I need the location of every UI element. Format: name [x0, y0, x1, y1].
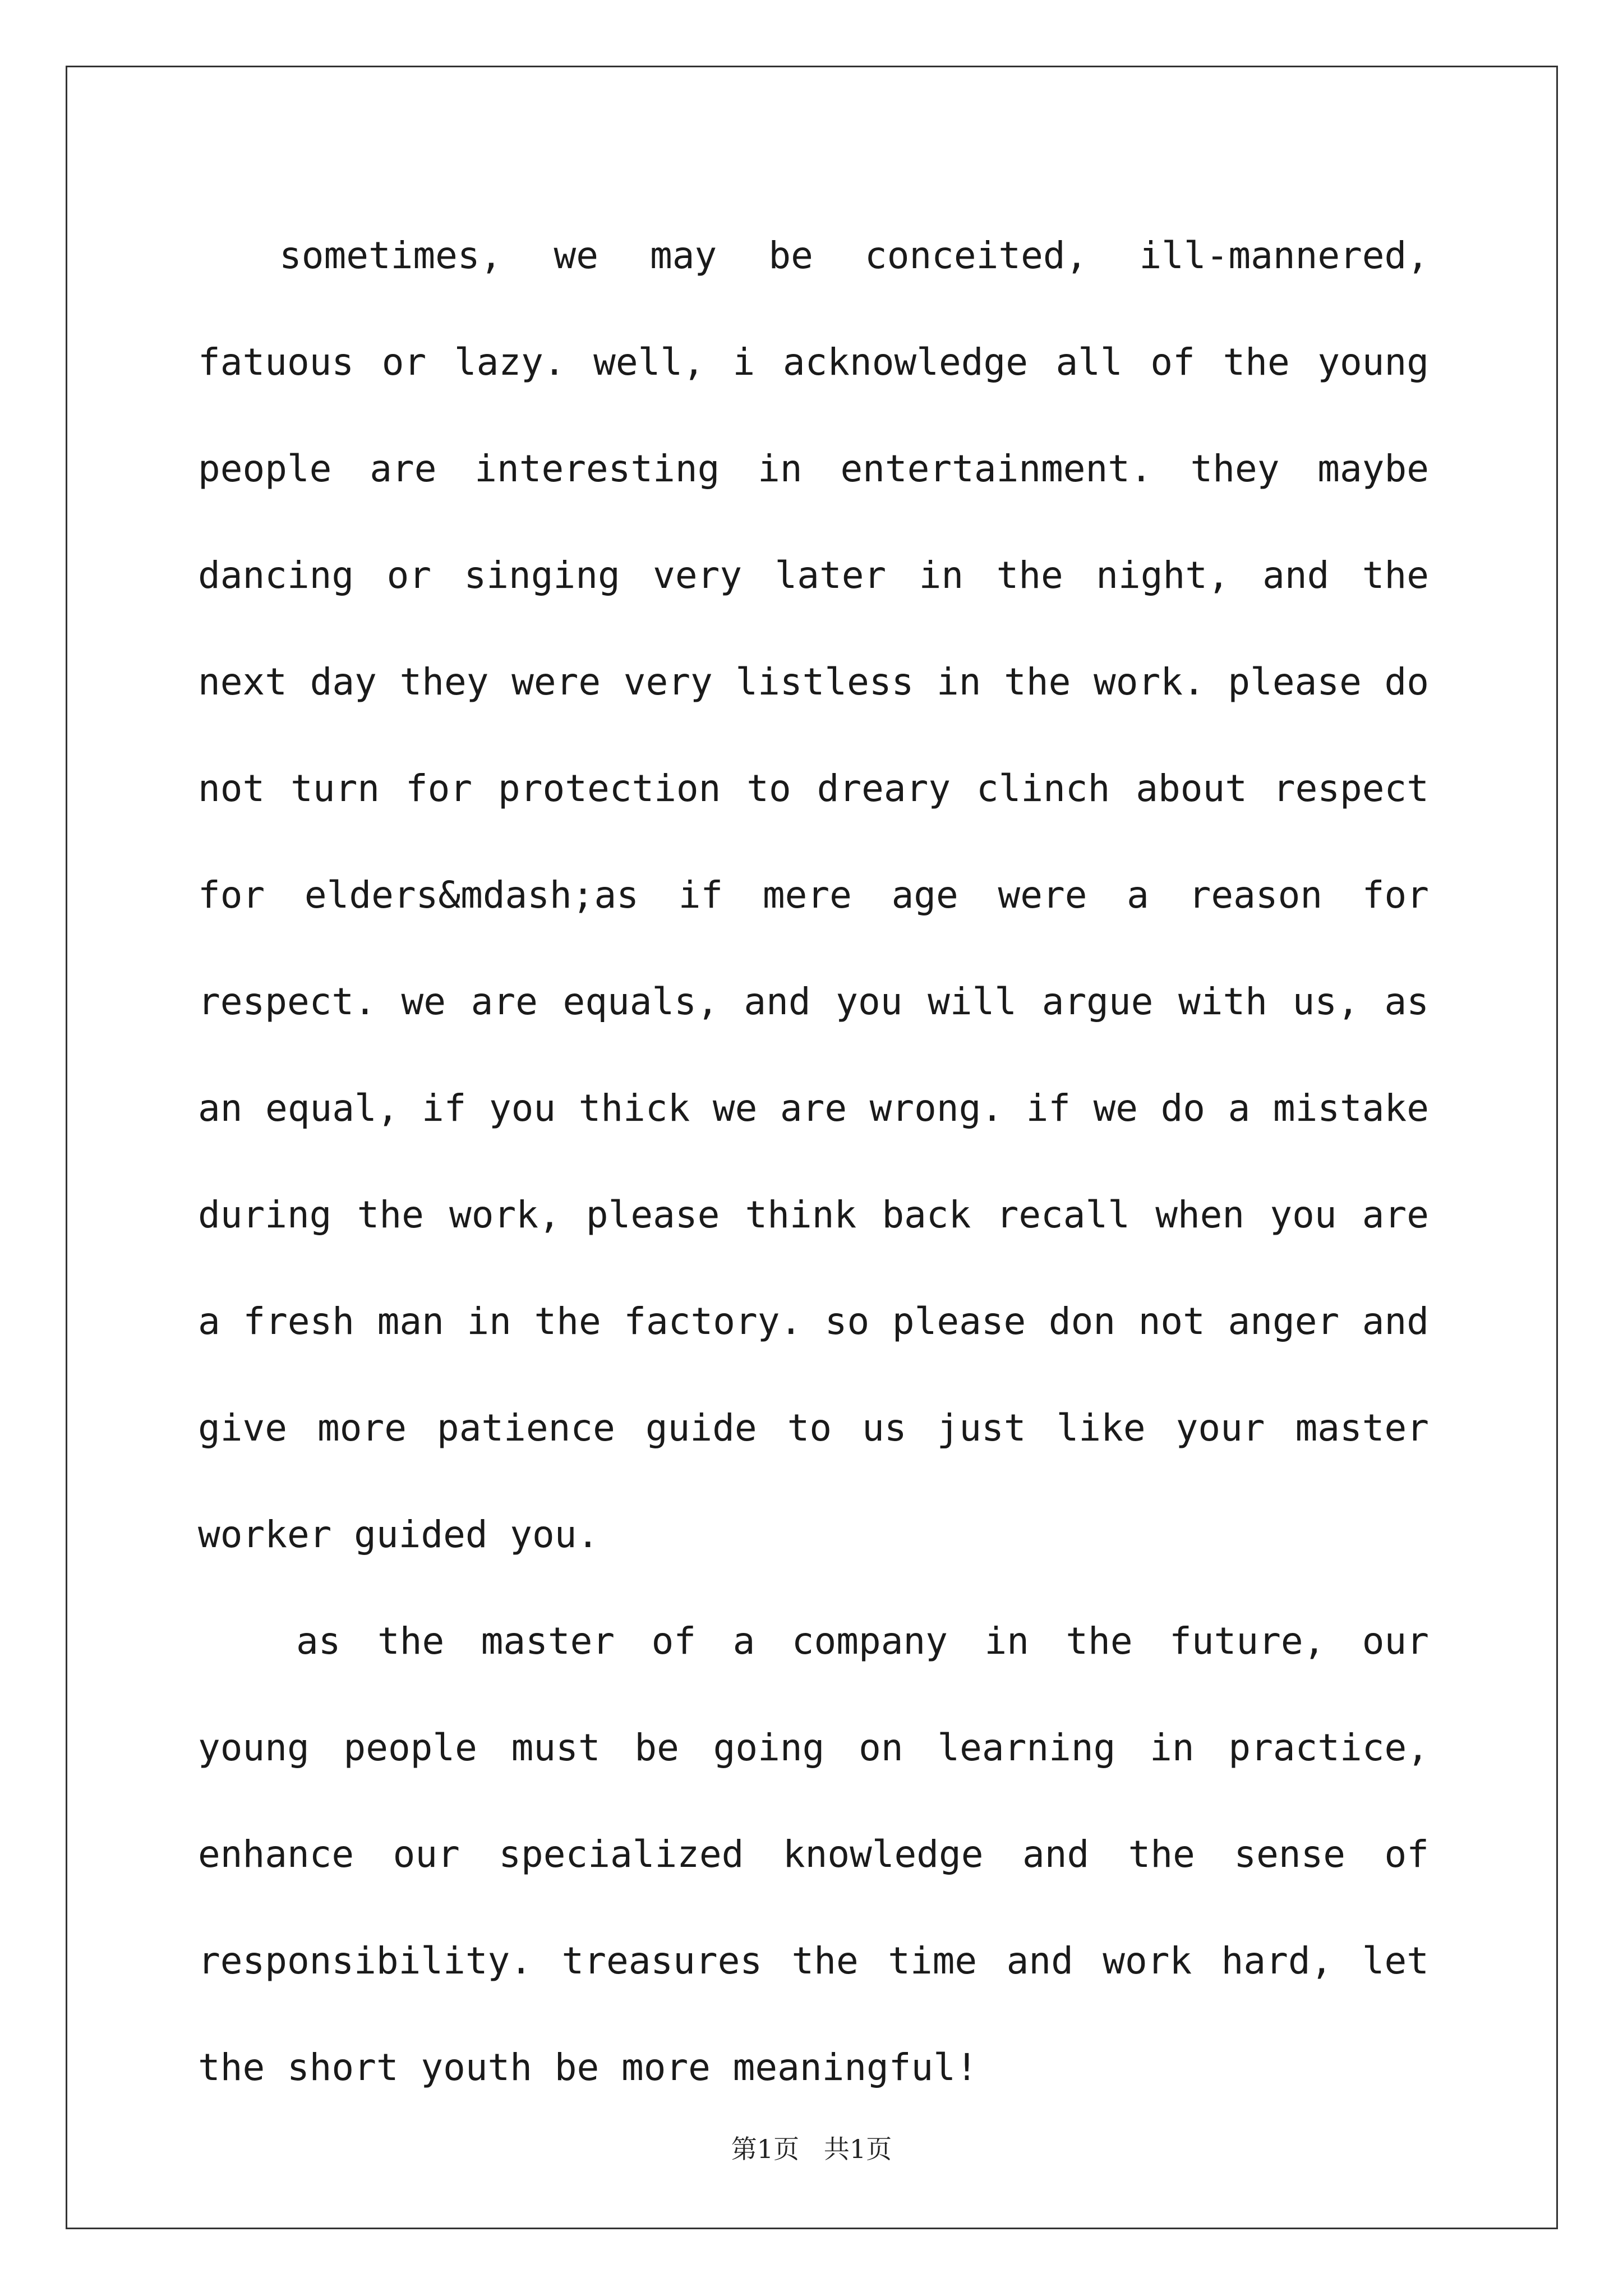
paragraph-2: as the master of a company in the future, our young people must be going on learning in practice, enhance our specialized knowledge and the sense of responsibility. treasures the time and work hard, let the short youth be more meaningful! — [198, 1619, 1429, 2089]
document-body — [198, 203, 1429, 2121]
page-number-footer: 第1页 共1页 — [731, 2134, 892, 2164]
paragraph-1: sometimes, we may be conceited, ill-mannered, fatuous or lazy. well, i acknowledge all of the young people are interesting in entertainment. they maybe dancing or singing very later in the night, and the next day they were very listless in the work. please do not turn for protection to dreary clinch about respect for elders&mdash;as if mere age were a reason for respect. we are equals, and you will argue with us, as an equal, if you thick we are wrong. if we do a mistake during the work, please think back recall when you are a fresh man in the factory. so please don not anger and give more patience guide to us just like your master worker guided you. — [198, 234, 1429, 1556]
